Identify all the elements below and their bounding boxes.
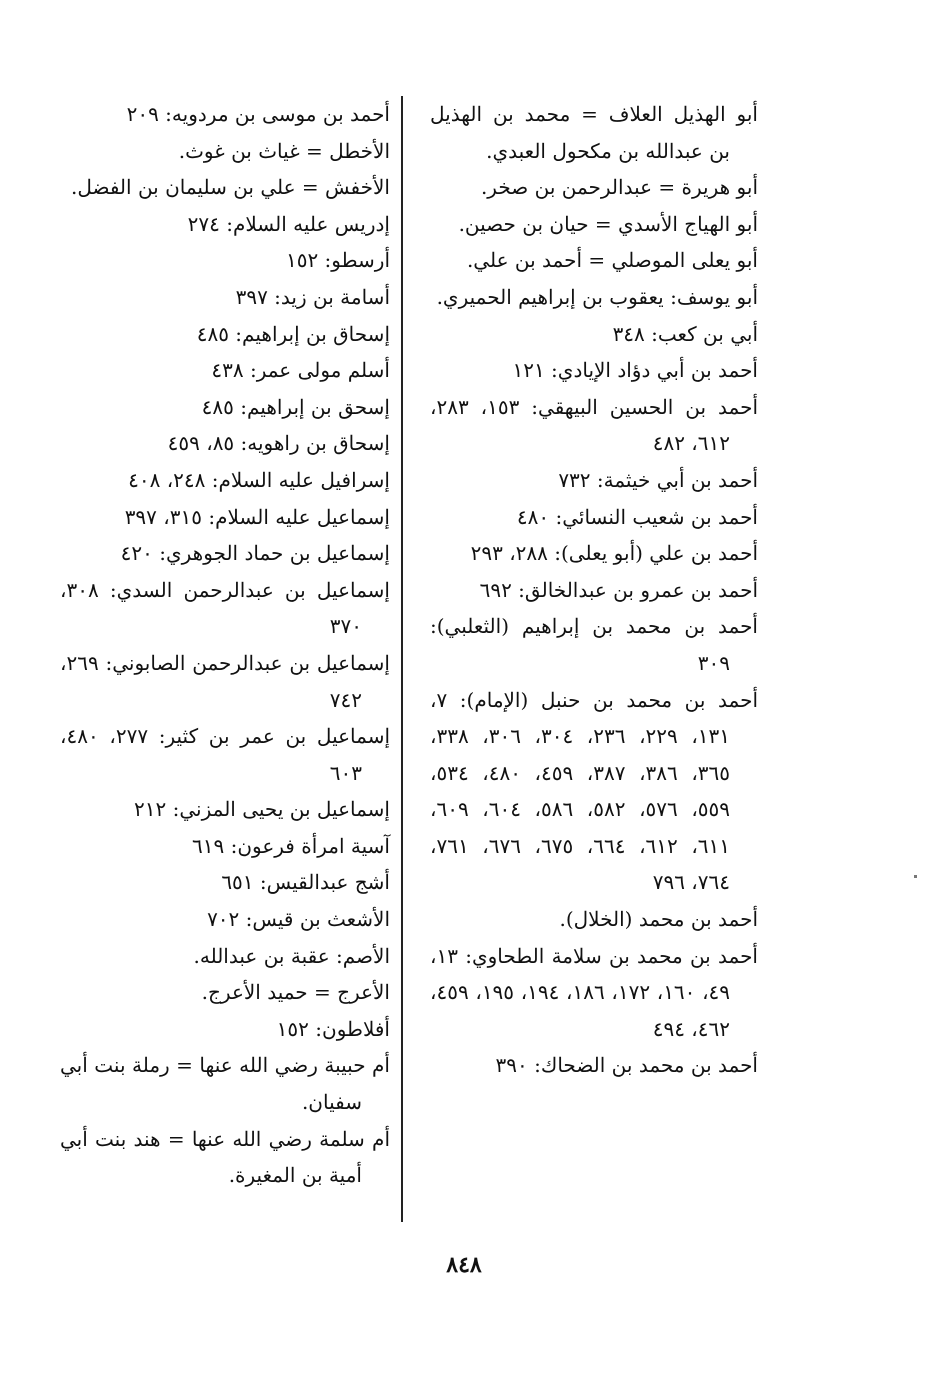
index-entry: إسماعيل بن عمر بن كثير: ٢٧٧، ٤٨٠، ٦٠٣: [60, 724, 391, 785]
index-entry: أحمد بن أبي دؤاد الإيادي: ١٢١: [512, 358, 758, 383]
index-entry: إسماعيل بن عبدالرحمن السدي: ٣٠٨، ٣٧٠: [60, 577, 390, 639]
index-entry: أشج عبدالقيس: ٦٥١: [221, 870, 390, 895]
index-entry: أبو الهذيل العلاف = محمد بن الهذيل بن عبدالله بن مكحول العبدي.: [430, 102, 758, 163]
index-entry: إسحق بن إبراهيم: ٤٨٥: [201, 394, 390, 419]
index-entry: إسرافيل عليه السلام: ٢٤٨، ٤٠٨: [128, 467, 390, 492]
index-entry: إسحاق بن إبراهيم: ٤٨٥: [196, 321, 390, 346]
index-entry: أحمد بن الحسين البيهقي: ١٥٣، ٢٨٣، ٦١٢، ٤٨٢: [430, 394, 759, 456]
index-entry: أبو يوسف: يعقوب بن إبراهيم الحميري.: [436, 284, 758, 309]
scan-speck: [914, 875, 917, 878]
index-entry: الأخطل = غياث بن غوث.: [178, 138, 390, 163]
index-entry: أرسطو: ١٥٢: [285, 248, 390, 273]
index-entry: أحمد بن محمد (الخلال).: [559, 907, 758, 932]
index-entry: أحمد بن شعيب النسائي: ٤٨٠: [516, 504, 758, 529]
index-entry: إسماعيل بن يحيى المزني: ٢١٢: [134, 797, 390, 822]
index-entry: أحمد بن عمرو بن عبدالخالق: ٦٩٢: [479, 577, 758, 602]
index-entry: أحمد بن محمد بن الضحاك: ٣٩٠: [495, 1053, 758, 1078]
right-index-column: [430, 96, 758, 1084]
index-entry: أحمد بن علي (أبو يعلى): ٢٨٨، ٢٩٣: [470, 541, 758, 566]
index-entry: إسماعيل بن عبدالرحمن الصابوني: ٢٦٩، ٧٤٢: [60, 650, 390, 712]
index-entry: إسحاق بن راهويه: ٨٥، ٤٥٩: [167, 431, 390, 456]
index-entry: أحمد بن محمد بن سلامة الطحاوي: ١٣، ٤٩، ١٦٠، ١٧٢، ١٨٦، ١٩٤، ١٩٥، ٤٥٩، ٤٦٢، ٤٩٤: [430, 943, 758, 1041]
index-entry: أحمد بن محمد بن إبراهيم (الثعلبي): ٣٠٩: [430, 614, 758, 675]
index-entry: أبو هريرة = عبدالرحمن بن صخر.: [480, 175, 758, 200]
column-divider: [401, 96, 403, 1222]
index-entry: إسماعيل بن حماد الجوهري: ٤٢٠: [120, 541, 390, 566]
index-entry: أحمد بن أبي خيثمة: ٧٣٢: [558, 467, 758, 492]
index-entry: الأشعث بن قيس: ٧٠٢: [207, 907, 390, 932]
index-entry: أسلم مولى عمر: ٤٣٨: [211, 358, 390, 383]
index-entry: أسامة بن زيد: ٣٩٧: [235, 284, 390, 309]
index-entry: إسماعيل عليه السلام: ٣١٥، ٣٩٧: [124, 504, 390, 529]
index-entry: الأخفش = علي بن سليمان بن الفضل.: [70, 175, 390, 200]
index-entry: إدريس عليه السلام: ٢٧٤: [187, 211, 390, 236]
index-entry: أم سلمة رضي الله عنها = هند بنت أبي أمية بن المغيرة.: [60, 1126, 390, 1188]
index-entry: أبو يعلى الموصلي = أحمد بن علي.: [466, 248, 758, 273]
index-entry: الأعرج = حميد الأعرج.: [201, 980, 390, 1005]
left-index-column: [60, 96, 390, 1194]
index-entry: أبي بن كعب: ٣٤٨: [612, 321, 758, 346]
index-entry: أحمد بن موسى بن مردويه: ٢٠٩: [126, 102, 390, 126]
index-entry: أفلاطون: ١٥٢: [276, 1016, 390, 1041]
index-entry: أم حبيبة رضي الله عنها = رملة بنت أبي سفيان.: [60, 1053, 390, 1115]
index-entry: الأصم: عقبة بن عبدالله.: [193, 943, 390, 968]
index-entry: آسية امرأة فرعون: ٦١٩: [191, 833, 390, 858]
page-number: ٨٤٨: [446, 1252, 482, 1278]
index-entry: أحمد بن محمد بن حنبل (الإمام): ٧، ١٣١، ٢٢٩، ٢٣٦، ٣٠٤، ٣٠٦، ٣٣٨، ٣٦٥، ٣٨٦، ٣٨٧، ٤٥٩، ٤٨٠، ٥٣٤، ٥٥٩، ٥٧٦، ٥٨٢، ٥٨٦، ٦٠٤، ٦٠٩، ٦١١، ٦١٢، ٦٦٤، ٦٧٥، ٦٧٦، ٧٦١، ٧٦٤، ٧٩٦: [430, 687, 758, 895]
index-entry: أبو الهياج الأسدي = حيان بن حصين.: [458, 211, 758, 236]
